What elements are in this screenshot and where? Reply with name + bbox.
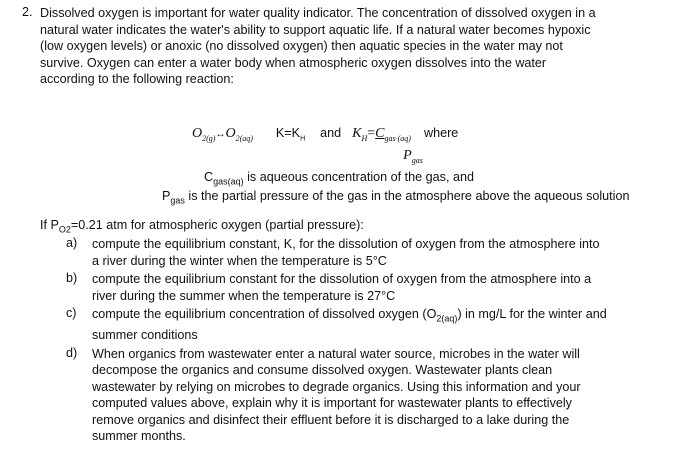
henry-constant-lhs: $K_H=$ [352,126,376,143]
reaction-equation [192,126,459,165]
part-line: decompose the organics and consume dissolved oxygen. Wastewater plants clean [92,363,553,378]
part-line: When organics from wastewater enter a natural water source, microbes in the water will [92,346,580,361]
question-parts [66,236,686,445]
part-line: remove organics and disinfect their effluent before it is discharged to a lake during the [92,412,570,427]
part-b [66,271,686,304]
henry-fraction [375,126,423,165]
and-text: and [320,126,342,140]
part-line: compute the equilibrium constant for the dissolution of oxygen from the atmosphere into a [92,272,592,286]
part-c [66,306,686,344]
fraction-numerator: $C_{gas (aq)}$ [375,126,411,143]
part-line: river during the summer when the temperature is 27°C [92,288,396,303]
intro-line: Dissolved oxygen is important for water quality indicator. The concentration of dissolved oxygen in a [40,6,596,20]
part-label: a) [66,236,78,250]
intro-line: natural water indicates the water's ability to support aquatic life. If a natural water becomes hypoxic [40,22,591,37]
question-number: 2. [22,5,33,19]
part-line: compute the equilibrium concentration of dissolved oxygen $(O_{2(aq)})$ in mg/L for the winter and [92,307,607,324]
part-line: summer months. [92,429,186,444]
fraction-denominator: $P_{gas}$ [403,148,423,165]
definition-concentration: $C_{gas(aq)}$ is aqueous concentration of the gas, and [204,170,474,187]
equilibrium-arrow: ↔ [215,129,226,140]
intro-line: (low oxygen levels) or anoxic (no dissolved oxygen) then aquatic species in the water may not [40,39,563,53]
part-a [66,236,686,269]
part-d [66,346,686,445]
part-line: a river during the winter when the temperature is 5°C [92,253,387,268]
part-line: computed values above, explain why it is important for wastewater plants to effectively [92,396,572,411]
k-relation: $K=K_H$ [275,126,306,143]
reaction-left: $O_{2(g)}$ [192,126,216,143]
part-label: b) [66,271,78,285]
intro-line: survive. Oxygen can enter a water body when atmospheric oxygen dissolves into the water [40,55,547,70]
question-intro [40,5,690,88]
part-line: wastewater by relying on microbes to degrade organics. Using this information and your [92,379,581,394]
reaction-right: $O_{2(aq)}$ [225,126,253,143]
intro-line: according to the following reaction: [40,72,234,86]
part-label: c) [66,306,77,320]
part-line: summer conditions [92,328,198,343]
part-line: compute the equilibrium constant, K, for the dissolution of oxygen from the atmosphere into [92,237,600,251]
part-label: d) [66,345,78,360]
definition-pressure: $P_{gas}$ is the partial pressure of the gas in the atmosphere above the aqueous solution [162,189,630,206]
where-text: where [423,126,459,140]
partial-pressure-condition: If $P_{O2}=0.21$ atm for atmospheric oxygen (partial pressure): [40,218,364,235]
